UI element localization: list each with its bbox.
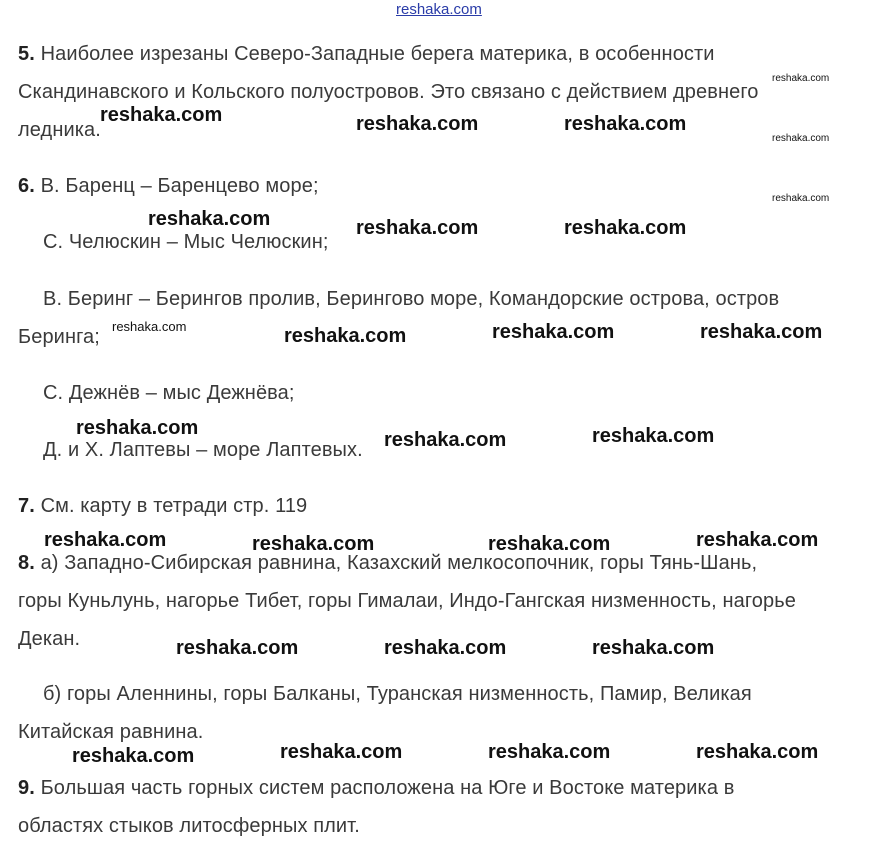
answer-5-number: 5. [18, 43, 35, 65]
answer-6-dezhnev: С. Дежнёв – мыс Дежнёва; [43, 382, 295, 404]
watermark-small: reshaka.com [772, 133, 830, 144]
answer-8-b-2: Китайская равнина. [18, 721, 204, 743]
answer-5-text-1: Наиболее изрезаны Северо-Западные берега материка, в особенности [40, 43, 715, 65]
watermark: reshaka.com [280, 741, 403, 763]
answer-8-a-3: Декан. [18, 628, 81, 650]
watermark: reshaka.com [488, 533, 611, 555]
answer-8-line-1 [18, 551, 757, 575]
watermark-small: reshaka.com [772, 73, 830, 84]
answer-9-line-1 [18, 776, 734, 800]
watermark-small: reshaka.com [112, 319, 187, 334]
answer-9-line-2: областях стыков литосферных плит. [18, 815, 360, 837]
watermark: reshaka.com [44, 529, 167, 551]
answer-6-bering-1: В. Беринг – Берингов пролив, Берингово море, Командорские острова, остров [43, 288, 780, 310]
answer-6-number: 6. [18, 175, 35, 197]
watermark: reshaka.com [696, 741, 819, 763]
answer-5-line-3: ледника. [18, 119, 101, 141]
answer-8-a-1: а) Западно-Сибирская равнина, Казахский мелкосопочник, горы Тянь-Шань, [40, 552, 758, 574]
watermark: reshaka.com [252, 533, 375, 555]
watermark: reshaka.com [592, 425, 715, 447]
answer-6-barents: В. Баренц – Баренцево море; [40, 175, 319, 197]
watermark: reshaka.com [100, 104, 223, 126]
answer-6-line-1 [18, 174, 319, 198]
watermark: reshaka.com [700, 321, 823, 343]
watermark: reshaka.com [356, 217, 479, 239]
answer-5-line-1 [18, 42, 715, 66]
watermark: reshaka.com [176, 637, 299, 659]
watermark: reshaka.com [148, 208, 271, 230]
site-link[interactable]: reshaka.com [396, 1, 482, 18]
answer-6-laptev: Д. и Х. Лаптевы – море Лаптевых. [43, 439, 363, 461]
watermark: reshaka.com [384, 429, 507, 451]
answer-6-chelyuskin: С. Челюскин – Мыс Челюскин; [43, 231, 329, 253]
watermark: reshaka.com [564, 217, 687, 239]
watermark: reshaka.com [492, 321, 615, 343]
watermark: reshaka.com [488, 741, 611, 763]
watermark: reshaka.com [696, 529, 819, 551]
answer-7-text: См. карту в тетради стр. 119 [40, 495, 308, 517]
watermark: reshaka.com [72, 745, 195, 767]
watermark: reshaka.com [284, 325, 407, 347]
answer-6-bering-2: Беринга; [18, 326, 100, 348]
answer-7-line [18, 494, 307, 518]
watermark: reshaka.com [384, 637, 507, 659]
watermark-small: reshaka.com [772, 193, 830, 204]
answer-8-number: 8. [18, 552, 35, 574]
answer-9-text-1: Большая часть горных систем расположена на Юге и Востоке материка в [40, 777, 735, 799]
answer-9-number: 9. [18, 777, 35, 799]
watermark: reshaka.com [564, 113, 687, 135]
answer-8-a-2: горы Куньлунь, нагорье Тибет, горы Гималаи, Индо-Гангская низменность, нагорье [18, 590, 796, 612]
watermark: reshaka.com [76, 417, 199, 439]
watermark: reshaka.com [356, 113, 479, 135]
answer-8-b-1: б) горы Аленнины, горы Балканы, Туранская низменность, Памир, Великая [43, 683, 752, 705]
answer-7-number: 7. [18, 495, 35, 517]
watermark: reshaka.com [592, 637, 715, 659]
answer-5-line-2: Скандинавского и Кольского полуостровов. Это связано с действием древнего [18, 81, 759, 103]
